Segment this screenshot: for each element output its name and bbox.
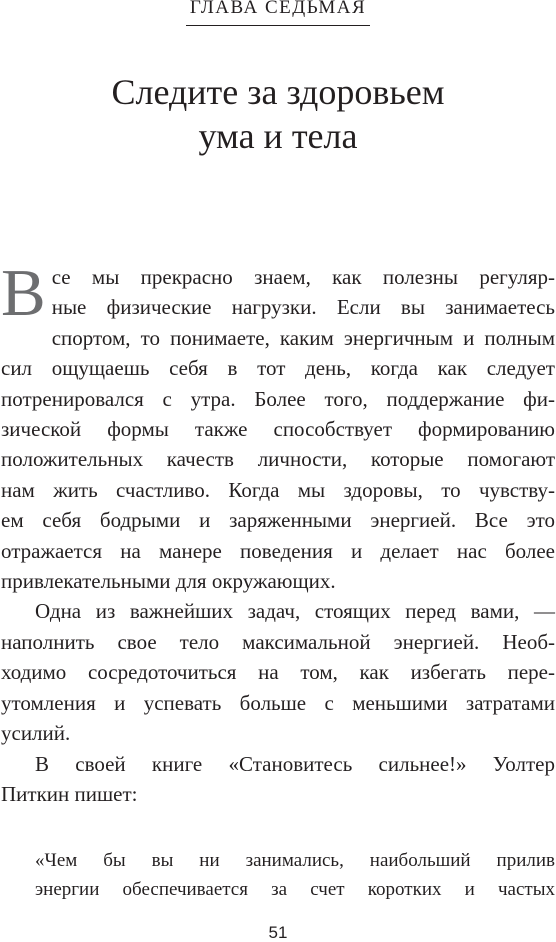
text-line: усилий.: [1, 721, 71, 746]
text-line: зической формы также способствует формированию: [1, 417, 555, 442]
text-line: энергии обеспечивается за счет коротких и частых: [35, 879, 555, 900]
text-line: се мы прекрасно знаем, как полезны регуляр-: [51, 265, 555, 289]
text-line: отражается на манере поведения и делает нас более: [1, 538, 555, 563]
chapter-title-line-2: ума и тела: [198, 116, 358, 156]
text-line: «Чем бы вы ни занимались, наибольший прилив: [35, 850, 555, 871]
paragraph: [1, 596, 555, 748]
paragraph: [1, 262, 555, 596]
text-line: наполнить свое тело максимальной энергией. Необ-: [1, 629, 555, 654]
text-line: сил ощущаешь себя в тот день, когда как следует: [1, 356, 555, 381]
body-text: [1, 262, 555, 809]
text-line: положительных качеств личности, которые помогают: [1, 447, 555, 472]
text-line: утомления и успевать больше с меньшими затратами: [1, 690, 555, 715]
text-line: привлекательными для окружающих.: [1, 569, 336, 594]
text-line: ные физические нагрузки. Если вы занимаетесь: [51, 295, 555, 320]
chapter-title: [0, 70, 556, 158]
drop-cap: В: [1, 262, 46, 330]
text-line: нам жить счастливо. Когда мы здоровы, то чувству-: [1, 477, 555, 502]
block-quote: [1, 846, 555, 904]
text-line: Питкин пишет:: [1, 781, 138, 806]
chapter-title-line-1: Следите за здоровьем: [111, 72, 445, 112]
text-line: потренировался с утра. Более того, поддержание фи-: [1, 386, 555, 411]
running-header: [0, 0, 556, 26]
text-line: В своей книге «Становитесь сильнее!» Уолтер: [35, 751, 555, 776]
text-line: спортом, то понимаете, каким энергичным и полным: [51, 325, 555, 350]
paragraph: [1, 749, 555, 810]
text-line: Одна из важнейших задач, стоящих перед вами, —: [35, 599, 555, 624]
text-line: ем себя бодрыми и заряженными энергией. Все это: [1, 508, 555, 533]
chapter-label: ГЛАВА СЕДЬМАЯ: [186, 0, 370, 26]
text-line: ходимо сосредоточиться на том, как избегать пере-: [1, 660, 555, 685]
page-number: 51: [268, 923, 288, 942]
